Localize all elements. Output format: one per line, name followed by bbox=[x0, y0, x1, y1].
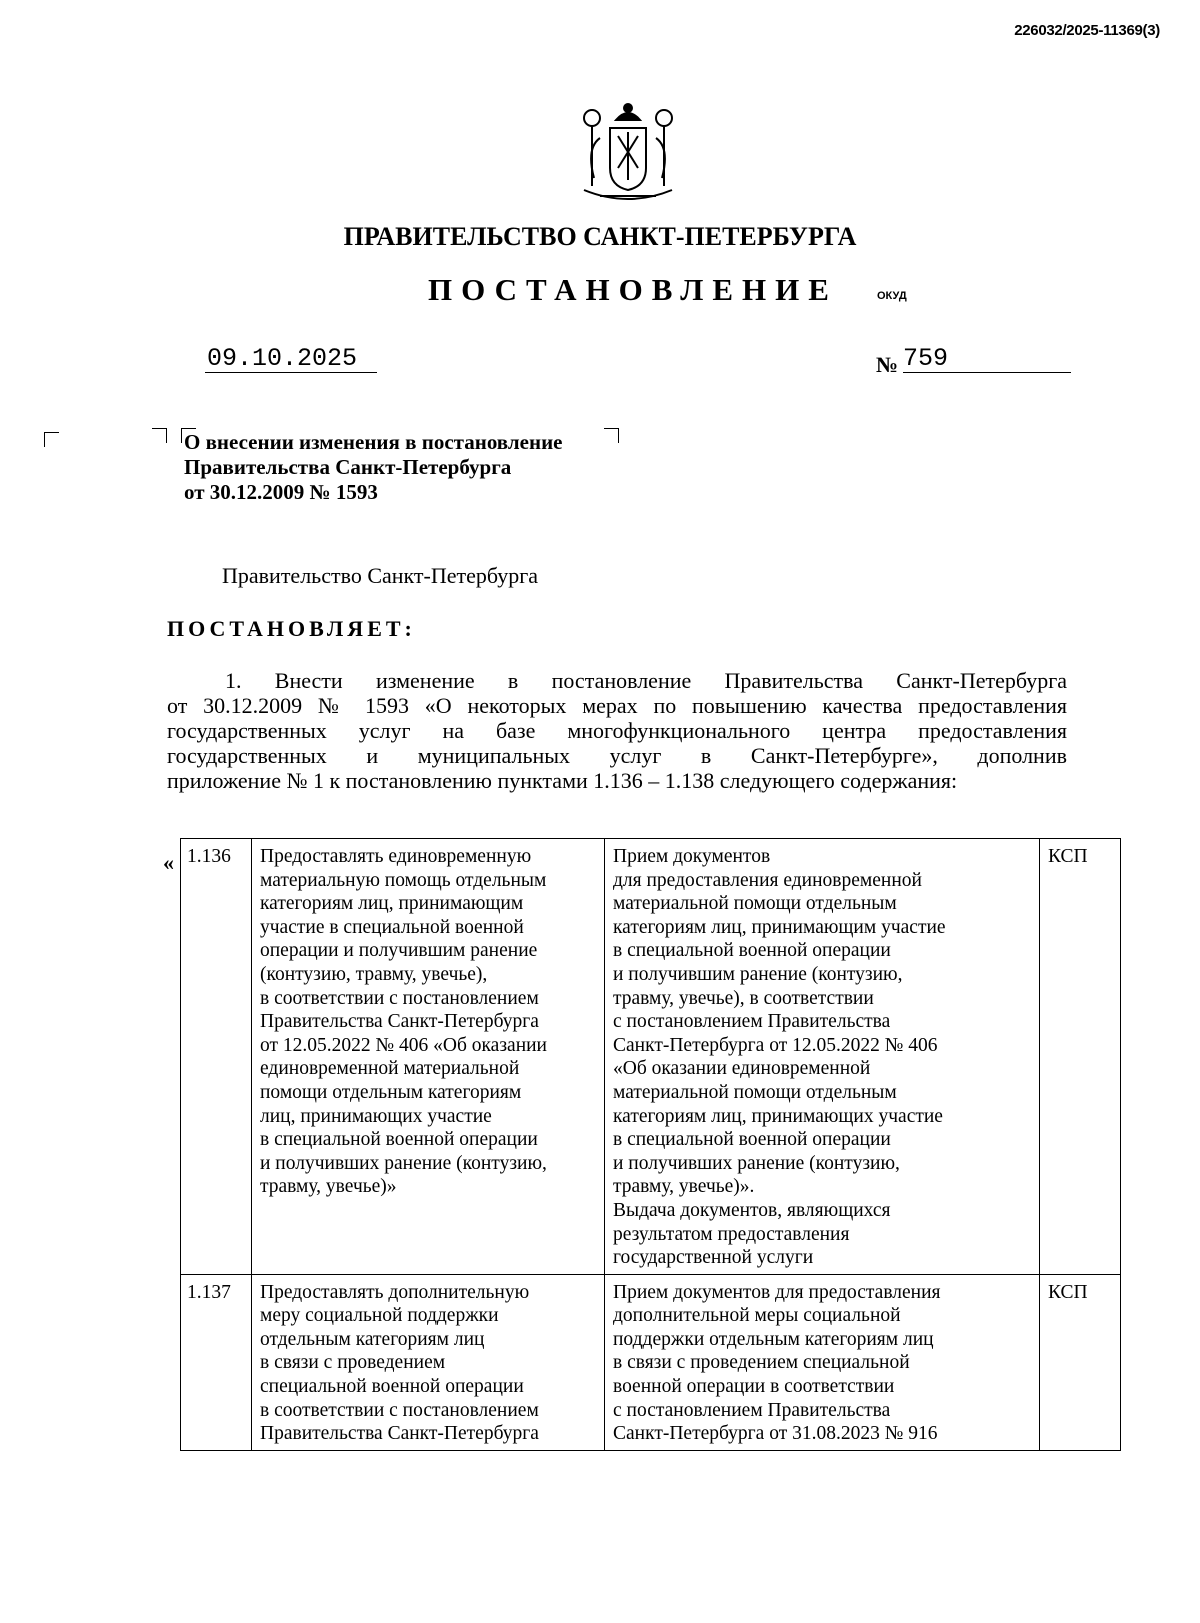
action-line: и получивших ранение (контузию, bbox=[613, 1152, 900, 1174]
services-table bbox=[180, 838, 1121, 1451]
agency-code: КСП bbox=[1048, 1281, 1088, 1303]
document-date: 09.10.2025 bbox=[205, 345, 377, 373]
corner-mark bbox=[604, 428, 619, 443]
coat-of-arms-icon bbox=[570, 98, 686, 202]
action-line: Санкт-Петербурга от 12.05.2022 № 406 bbox=[613, 1034, 938, 1056]
service-line: Предоставлять единовременную bbox=[260, 846, 532, 867]
service-line: единовременной материальной bbox=[260, 1058, 520, 1080]
agency-code: КСП bbox=[1048, 846, 1088, 867]
row-number-cell bbox=[181, 839, 252, 1275]
okud-label: ОКУД bbox=[877, 290, 907, 302]
document-number: 759 bbox=[903, 345, 1071, 373]
opening-quote: « bbox=[163, 850, 174, 875]
action-line: Санкт-Петербурга от 31.08.2023 № 916 bbox=[613, 1423, 938, 1445]
service-line: Предоставлять дополнительную bbox=[260, 1281, 530, 1303]
service-name-cell bbox=[252, 839, 605, 1275]
subject-line: Правительства Санкт-Петербурга bbox=[184, 455, 512, 479]
service-line: категориям лиц, принимающим bbox=[260, 893, 524, 915]
service-line: Правительства Санкт-Петербурга bbox=[260, 1011, 539, 1033]
document-subject bbox=[184, 430, 563, 505]
service-name-cell bbox=[252, 1274, 605, 1450]
service-actions-cell bbox=[605, 1274, 1040, 1450]
service-line: в соответствии с постановлением bbox=[260, 1399, 539, 1421]
action-line: военной операции в соответствии bbox=[613, 1376, 895, 1398]
paragraph-line: государственных и муниципальных услуг в Санкт-Петербурге», дополнив bbox=[167, 743, 1067, 768]
action-line: Выдача документов, являющихся bbox=[613, 1199, 891, 1221]
action-line: в специальной военной операции bbox=[613, 1129, 891, 1151]
clause-1-paragraph bbox=[167, 668, 1067, 793]
service-line: в соответствии с постановлением bbox=[260, 987, 539, 1009]
action-line: материальной помощи отдельным bbox=[613, 893, 897, 915]
number-label: № bbox=[876, 352, 899, 377]
document-type-heading: ПОСТАНОВЛЕНИЕ bbox=[428, 272, 838, 307]
service-line: Правительства Санкт-Петербурга bbox=[260, 1423, 539, 1445]
service-line: от 12.05.2022 № 406 «Об оказании bbox=[260, 1034, 547, 1056]
corner-mark bbox=[44, 432, 59, 447]
service-line: участие в специальной военной bbox=[260, 916, 524, 938]
action-line: с постановлением Правительства bbox=[613, 1011, 891, 1033]
authority-text: Правительство Санкт-Петербурга bbox=[222, 563, 539, 588]
service-line: операции и получившим ранение bbox=[260, 940, 538, 962]
service-line: в специальной военной операции bbox=[260, 1129, 538, 1151]
service-line: лиц, принимающих участие bbox=[260, 1105, 492, 1127]
issuer-heading: ПРАВИТЕЛЬСТВО САНКТ-ПЕТЕРБУРГА bbox=[343, 222, 857, 251]
service-line: в связи с проведением bbox=[260, 1352, 446, 1374]
service-actions-cell bbox=[605, 839, 1040, 1275]
corner-mark bbox=[152, 428, 167, 443]
row-number-cell bbox=[181, 1274, 252, 1450]
action-line: поддержки отдельным категориям лиц bbox=[613, 1328, 934, 1350]
paragraph-line: от 30.12.2009 № 1593 «О некоторых мерах по повышению качества предоставления bbox=[167, 693, 1067, 718]
service-line: отдельным категориям лиц bbox=[260, 1328, 485, 1350]
service-line: специальной военной операции bbox=[260, 1376, 524, 1398]
subject-line: от 30.12.2009 № 1593 bbox=[184, 480, 378, 504]
row-number: 1.136 bbox=[187, 846, 231, 867]
action-line: и получившим ранение (контузию, bbox=[613, 963, 903, 985]
paragraph-line: приложение № 1 к постановлению пунктами 1.136 – 1.138 следующего содержания: bbox=[167, 768, 958, 793]
action-line: категориям лиц, принимающим участие bbox=[613, 916, 946, 938]
action-line: для предоставления единовременной bbox=[613, 869, 922, 891]
table-row bbox=[181, 839, 1121, 1275]
action-line: дополнительной меры социальной bbox=[613, 1305, 901, 1327]
action-line: материальной помощи отдельным bbox=[613, 1081, 897, 1103]
row-number: 1.137 bbox=[187, 1281, 231, 1303]
action-line: в специальной военной операции bbox=[613, 940, 891, 962]
paragraph-line: 1. Внести изменение в постановление Правительства Санкт-Петербурга bbox=[225, 668, 1067, 693]
action-line: Прием документов bbox=[613, 846, 771, 867]
action-line: государственной услуги bbox=[613, 1247, 814, 1269]
action-line: травму, увечье), в соответствии bbox=[613, 987, 874, 1009]
service-line: (контузию, травму, увечье), bbox=[260, 963, 488, 985]
resolves-heading: ПОСТАНОВЛЯЕТ: bbox=[167, 616, 416, 641]
action-line: Прием документов для предоставления bbox=[613, 1281, 941, 1303]
action-line: «Об оказании единовременной bbox=[613, 1058, 871, 1080]
service-line: помощи отдельным категориям bbox=[260, 1081, 522, 1103]
table-row bbox=[181, 1274, 1121, 1450]
agency-cell bbox=[1040, 1274, 1121, 1450]
action-line: в связи с проведением специальной bbox=[613, 1352, 910, 1374]
service-line: травму, увечье)» bbox=[260, 1176, 397, 1198]
action-line: результатом предоставления bbox=[613, 1223, 850, 1245]
action-line: с постановлением Правительства bbox=[613, 1399, 891, 1421]
action-line: категориям лиц, принимающих участие bbox=[613, 1105, 943, 1127]
registration-number: 226032/2025-11369(3) bbox=[1014, 22, 1160, 39]
service-line: материальную помощь отдельным bbox=[260, 869, 547, 891]
service-line: и получивших ранение (контузию, bbox=[260, 1152, 547, 1174]
action-line: травму, увечье)». bbox=[613, 1176, 755, 1198]
paragraph-line: государственных услуг на базе многофункционального центра предоставления bbox=[167, 718, 1067, 743]
service-line: меру социальной поддержки bbox=[260, 1305, 499, 1327]
agency-cell bbox=[1040, 839, 1121, 1275]
subject-line: О внесении изменения в постановление bbox=[184, 430, 563, 454]
